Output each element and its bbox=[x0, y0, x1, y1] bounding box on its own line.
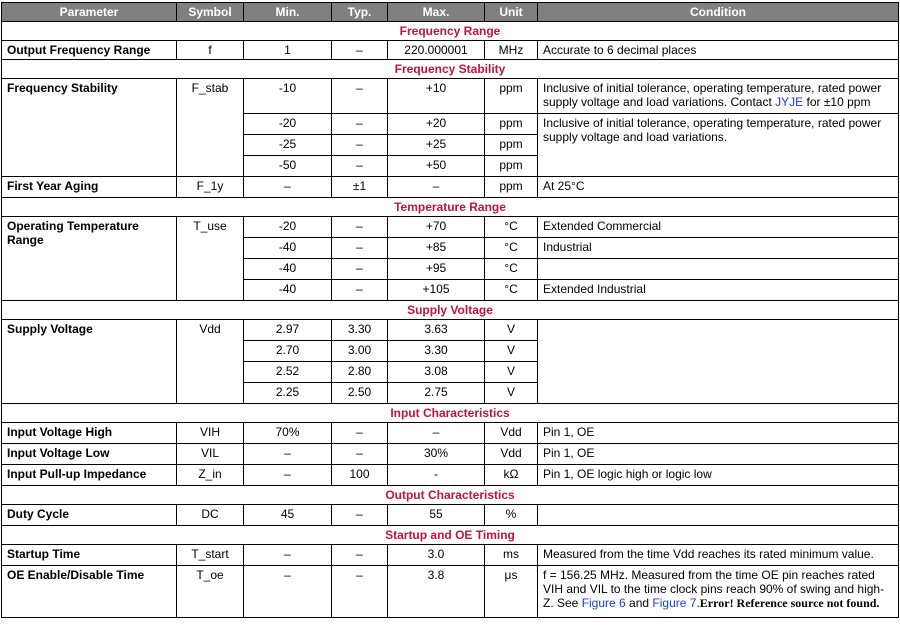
unit: V bbox=[485, 320, 538, 341]
symbol: VIH bbox=[177, 423, 244, 444]
min: 2.97 bbox=[244, 320, 332, 341]
typ: 2.50 bbox=[332, 383, 388, 404]
min: -10 bbox=[244, 79, 332, 114]
header-parameter: Parameter bbox=[2, 3, 177, 22]
unit: V bbox=[485, 341, 538, 362]
max: +50 bbox=[388, 156, 485, 177]
max: 30% bbox=[388, 444, 485, 465]
condition: Extended Industrial bbox=[538, 280, 899, 301]
unit: kΩ bbox=[485, 465, 538, 486]
param-supply-voltage: Supply Voltage bbox=[2, 320, 177, 404]
table-row bbox=[2, 423, 899, 444]
unit: °C bbox=[485, 280, 538, 301]
header-row bbox=[2, 3, 899, 22]
min: 2.25 bbox=[244, 383, 332, 404]
min: 70% bbox=[244, 423, 332, 444]
unit: V bbox=[485, 383, 538, 404]
typ: – bbox=[332, 566, 388, 618]
symbol: F_stab bbox=[177, 79, 244, 177]
condition: Pin 1, OE bbox=[538, 444, 899, 465]
spec-table bbox=[1, 2, 899, 618]
max: +85 bbox=[388, 238, 485, 259]
typ: 3.00 bbox=[332, 341, 388, 362]
typ: 100 bbox=[332, 465, 388, 486]
table-row bbox=[2, 545, 899, 566]
param-duty-cycle: Duty Cycle bbox=[2, 505, 177, 526]
min: – bbox=[244, 177, 332, 198]
unit: μs bbox=[485, 566, 538, 618]
section-startup-oe-timing: Startup and OE Timing bbox=[2, 526, 899, 545]
typ: – bbox=[332, 217, 388, 238]
header-typ: Typ. bbox=[332, 3, 388, 22]
symbol: VIL bbox=[177, 444, 244, 465]
typ: 2.80 bbox=[332, 362, 388, 383]
min: – bbox=[244, 444, 332, 465]
min: -40 bbox=[244, 259, 332, 280]
param-startup-time: Startup Time bbox=[2, 545, 177, 566]
max: – bbox=[388, 177, 485, 198]
header-max: Max. bbox=[388, 3, 485, 22]
param-oe-enable-disable-time: OE Enable/Disable Time bbox=[2, 566, 177, 618]
min: – bbox=[244, 465, 332, 486]
unit: ppm bbox=[485, 114, 538, 135]
condition: Accurate to 6 decimal places bbox=[538, 41, 899, 60]
condition-text: Inclusive of initial tolerance, operating temperature, rated power supply voltage and load variations. Contact bbox=[543, 81, 882, 109]
min: 2.52 bbox=[244, 362, 332, 383]
condition: Extended Commercial bbox=[538, 217, 899, 238]
header-min: Min. bbox=[244, 3, 332, 22]
symbol: DC bbox=[177, 505, 244, 526]
condition bbox=[538, 259, 899, 280]
symbol: T_use bbox=[177, 217, 244, 301]
max: +20 bbox=[388, 114, 485, 135]
condition bbox=[538, 566, 899, 618]
unit: °C bbox=[485, 238, 538, 259]
unit: MHz bbox=[485, 41, 538, 60]
param-input-voltage-high: Input Voltage High bbox=[2, 423, 177, 444]
table-row bbox=[2, 566, 899, 618]
condition-and: and bbox=[625, 596, 653, 610]
figure-7-link[interactable]: Figure 7 bbox=[652, 596, 697, 610]
max: +70 bbox=[388, 217, 485, 238]
min: -50 bbox=[244, 156, 332, 177]
param-output-frequency-range: Output Frequency Range bbox=[2, 41, 177, 60]
max: 3.08 bbox=[388, 362, 485, 383]
param-frequency-stability: Frequency Stability bbox=[2, 79, 177, 177]
typ: 3.30 bbox=[332, 320, 388, 341]
max: +95 bbox=[388, 259, 485, 280]
table-row bbox=[2, 177, 899, 198]
unit: V bbox=[485, 362, 538, 383]
section-frequency-stability: Frequency Stability bbox=[2, 60, 899, 79]
symbol: Vdd bbox=[177, 320, 244, 404]
unit: Vdd bbox=[485, 423, 538, 444]
table-row bbox=[2, 444, 899, 465]
condition: Pin 1, OE bbox=[538, 423, 899, 444]
reference-error-text: Error! Reference source not found. bbox=[699, 596, 880, 610]
typ: – bbox=[332, 280, 388, 301]
typ: – bbox=[332, 545, 388, 566]
min: 2.70 bbox=[244, 341, 332, 362]
typ: – bbox=[332, 238, 388, 259]
condition: Pin 1, OE logic high or logic low bbox=[538, 465, 899, 486]
min: -40 bbox=[244, 238, 332, 259]
unit: ms bbox=[485, 545, 538, 566]
min: -20 bbox=[244, 217, 332, 238]
unit: ppm bbox=[485, 156, 538, 177]
param-operating-temperature-range: Operating Temperature Range bbox=[2, 217, 177, 301]
section-output-characteristics: Output Characteristics bbox=[2, 486, 899, 505]
typ: – bbox=[332, 79, 388, 114]
condition-text: f = 156.25 MHz. Measured from the time OE pin reaches rated VIH and VIL to the time clock pins reach 90% of swing and high-Z. See bbox=[543, 568, 885, 610]
table-row bbox=[2, 217, 899, 238]
section-supply-voltage: Supply Voltage bbox=[2, 301, 899, 320]
table-row bbox=[2, 41, 899, 60]
unit: ppm bbox=[485, 135, 538, 156]
param-input-pullup-impedance: Input Pull-up Impedance bbox=[2, 465, 177, 486]
max: +10 bbox=[388, 79, 485, 114]
header-symbol: Symbol bbox=[177, 3, 244, 22]
symbol: F_1y bbox=[177, 177, 244, 198]
table-row bbox=[2, 79, 899, 114]
max: 55 bbox=[388, 505, 485, 526]
unit: % bbox=[485, 505, 538, 526]
condition: At 25°C bbox=[538, 177, 899, 198]
max: 3.30 bbox=[388, 341, 485, 362]
condition bbox=[538, 320, 899, 404]
typ: – bbox=[332, 41, 388, 60]
symbol: Z_in bbox=[177, 465, 244, 486]
condition-dot: . bbox=[696, 596, 700, 610]
min: -40 bbox=[244, 280, 332, 301]
contact-link[interactable]: JYJE bbox=[775, 95, 804, 109]
header-condition: Condition bbox=[538, 3, 899, 22]
min: – bbox=[244, 566, 332, 618]
symbol: T_start bbox=[177, 545, 244, 566]
min: -20 bbox=[244, 114, 332, 135]
header-unit: Unit bbox=[485, 3, 538, 22]
max: 220.000001 bbox=[388, 41, 485, 60]
param-first-year-aging: First Year Aging bbox=[2, 177, 177, 198]
table-row bbox=[2, 320, 899, 341]
max: 3.8 bbox=[388, 566, 485, 618]
param-input-voltage-low: Input Voltage Low bbox=[2, 444, 177, 465]
typ: – bbox=[332, 505, 388, 526]
max: - bbox=[388, 465, 485, 486]
symbol: T_oe bbox=[177, 566, 244, 618]
max: 3.63 bbox=[388, 320, 485, 341]
section-frequency-range: Frequency Range bbox=[2, 22, 899, 41]
min: 45 bbox=[244, 505, 332, 526]
table-row bbox=[2, 505, 899, 526]
typ: – bbox=[332, 135, 388, 156]
figure-6-link[interactable]: Figure 6 bbox=[581, 596, 626, 610]
typ: – bbox=[332, 259, 388, 280]
condition: Measured from the time Vdd reaches its rated minimum value. bbox=[538, 545, 899, 566]
section-input-characteristics: Input Characteristics bbox=[2, 404, 899, 423]
condition bbox=[538, 505, 899, 526]
max: – bbox=[388, 423, 485, 444]
min: – bbox=[244, 545, 332, 566]
typ: ±1 bbox=[332, 177, 388, 198]
condition: Industrial bbox=[538, 238, 899, 259]
typ: – bbox=[332, 444, 388, 465]
max: 3.0 bbox=[388, 545, 485, 566]
unit: ppm bbox=[485, 79, 538, 114]
unit: Vdd bbox=[485, 444, 538, 465]
min: -25 bbox=[244, 135, 332, 156]
condition bbox=[538, 79, 899, 114]
table-row bbox=[2, 465, 899, 486]
max: +105 bbox=[388, 280, 485, 301]
condition-text-end: for ±10 ppm bbox=[803, 95, 871, 109]
typ: – bbox=[332, 423, 388, 444]
unit: °C bbox=[485, 217, 538, 238]
section-temperature-range: Temperature Range bbox=[2, 198, 899, 217]
min: 1 bbox=[244, 41, 332, 60]
typ: – bbox=[332, 156, 388, 177]
unit: ppm bbox=[485, 177, 538, 198]
max: +25 bbox=[388, 135, 485, 156]
typ: – bbox=[332, 114, 388, 135]
symbol: f bbox=[177, 41, 244, 60]
max: 2.75 bbox=[388, 383, 485, 404]
unit: °C bbox=[485, 259, 538, 280]
condition: Inclusive of initial tolerance, operating temperature, rated power supply voltage and load variations. bbox=[538, 114, 899, 177]
